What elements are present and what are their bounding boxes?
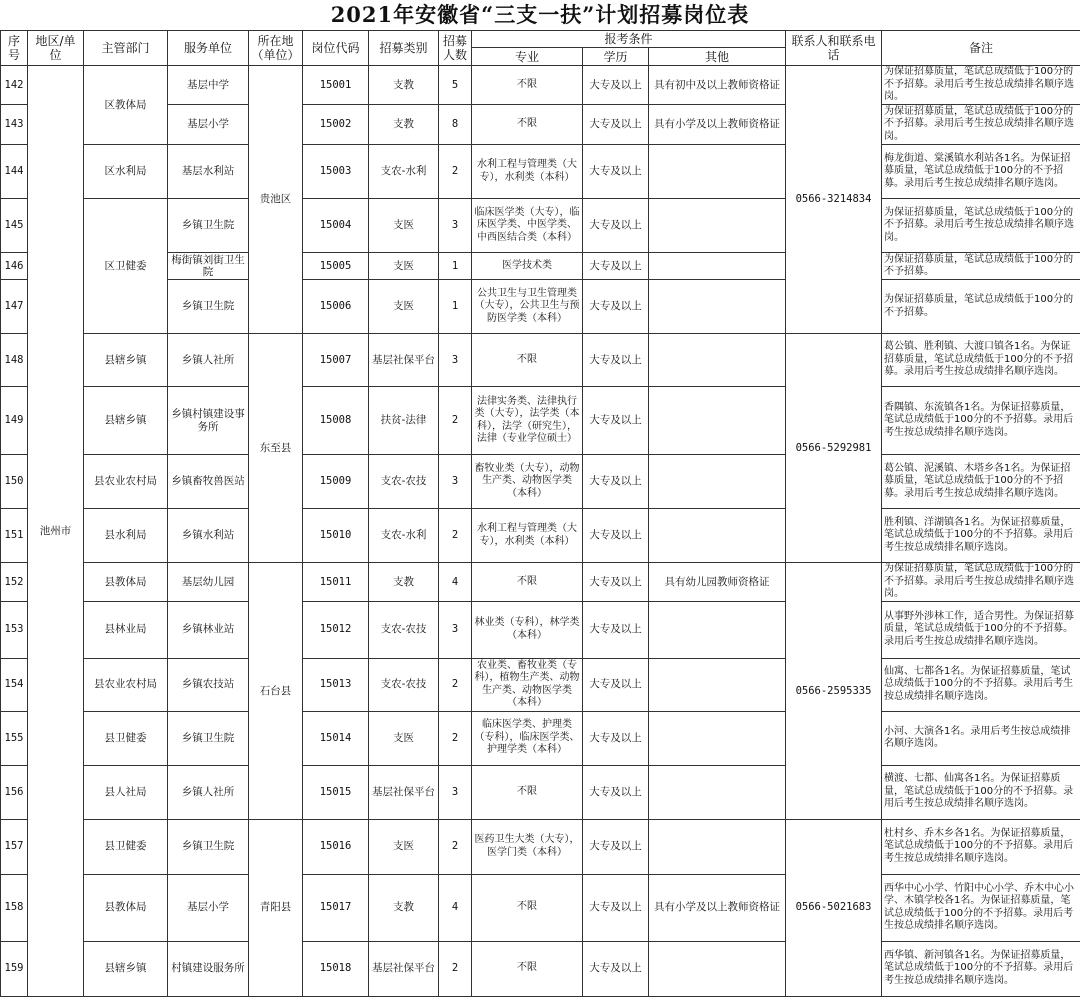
- recruitment-table: [0, 30, 1080, 997]
- unit-cell: 梅街镇刘街卫生院: [168, 253, 249, 280]
- other-cell: [649, 509, 786, 563]
- count-cell: 8: [439, 105, 472, 145]
- unit-cell: 基层小学: [168, 874, 249, 941]
- note-cell: 为保证招募质量，笔试总成绩低于100分的不予招募。: [882, 253, 1080, 280]
- header-count: 招募人数: [439, 31, 472, 66]
- category-cell: 支医: [369, 253, 439, 280]
- header-category: 招募类别: [369, 31, 439, 66]
- other-cell: [649, 765, 786, 819]
- note-cell: 西华中心小学、竹阳中心小学、乔木中心小学、木镇学校各1名。为保证招募质量，笔试总成绩低于100分的不予招募。录用后考生按总成绩排名顺序选岗。: [882, 874, 1080, 941]
- major-cell: 临床医学类、护理类（专科），临床医学类、护理学类（本科）: [472, 711, 583, 765]
- edu-cell: 大专及以上: [583, 387, 649, 455]
- other-cell: 具有初中及以上教师资格证: [649, 66, 786, 105]
- header-contact: 联系人和联系电话: [786, 31, 882, 66]
- major-cell: 林业类（专科），林学类（本科）: [472, 601, 583, 658]
- edu-cell: 大专及以上: [583, 105, 649, 145]
- note-cell: 胜利镇、洋湖镇各1名。为保证招募质量，笔试总成绩低于100分的不予招募。录用后考生按总成绩排名顺序选岗。: [882, 509, 1080, 563]
- unit-cell: 乡镇水利站: [168, 509, 249, 563]
- unit-cell: 乡镇卫生院: [168, 199, 249, 253]
- code-cell: 15004: [303, 199, 369, 253]
- note-cell: 香隅镇、东流镇各1名。为保证招募质量，笔试总成绩低于100分的不予招募。录用后考生按总成绩排名顺序选岗。: [882, 387, 1080, 455]
- code-cell: 15001: [303, 66, 369, 105]
- count-cell: 3: [439, 601, 472, 658]
- count-cell: 4: [439, 563, 472, 602]
- major-cell: 不限: [472, 765, 583, 819]
- table-row: [1, 874, 1080, 941]
- dept-cell: 县农业农村局: [84, 658, 168, 711]
- major-cell: 不限: [472, 563, 583, 602]
- header-conditions: 报考条件: [472, 31, 786, 48]
- note-cell: 葛公镇、胜利镇、大渡口镇各1名。为保证招募质量，笔试总成绩低于100分的不予招募。录用后考生按总成绩排名顺序选岗。: [882, 334, 1080, 387]
- category-cell: 支教: [369, 563, 439, 602]
- note-cell: 葛公镇、泥溪镇、木塔乡各1名。为保证招募质量，笔试总成绩低于100分的不予招募。录用后考生按总成绩排名顺序选岗。: [882, 455, 1080, 509]
- header-edu: 学历: [583, 48, 649, 66]
- code-cell: 15005: [303, 253, 369, 280]
- major-cell: 农业类、畜牧业类（专科），植物生产类、动物生产类、动物医学类（本科）: [472, 658, 583, 711]
- unit-cell: 基层小学: [168, 105, 249, 145]
- category-cell: 支农-农技: [369, 658, 439, 711]
- note-cell: 为保证招募质量，笔试总成绩低于100分的不予招募。录用后考生按总成绩排名顺序选岗。: [882, 66, 1080, 105]
- major-cell: 不限: [472, 66, 583, 105]
- count-cell: 2: [439, 509, 472, 563]
- category-cell: 支教: [369, 874, 439, 941]
- dept-cell: 县辖乡镇: [84, 334, 168, 387]
- header-location: 所在地（单位）: [249, 31, 303, 66]
- table-row: [1, 509, 1080, 563]
- seq-cell: 156: [1, 765, 28, 819]
- other-cell: [649, 455, 786, 509]
- note-cell: 西华镇、新河镇各1名。为保证招募质量，笔试总成绩低于100分的不予招募。录用后考生按总成绩排名顺序选岗。: [882, 941, 1080, 996]
- other-cell: [649, 658, 786, 711]
- major-cell: 公共卫生与卫生管理类（大专），公共卫生与预防医学类（本科）: [472, 280, 583, 334]
- code-cell: 15017: [303, 874, 369, 941]
- note-cell: 杜村乡、乔木乡各1名。为保证招募质量，笔试总成绩低于100分的不予招募。录用后考生按总成绩排名顺序选岗。: [882, 819, 1080, 874]
- note-cell: 为保证招募质量，笔试总成绩低于100分的不予招募。录用后考生按总成绩排名顺序选岗。: [882, 199, 1080, 253]
- contact-phone-cell: 0566-3214834: [786, 66, 882, 334]
- edu-cell: 大专及以上: [583, 199, 649, 253]
- note-cell: 仙寓、七都各1名。为保证招募质量，笔试总成绩低于100分的不予招募。录用后考生按总成绩排名顺序选岗。: [882, 658, 1080, 711]
- category-cell: 支医: [369, 711, 439, 765]
- table-row: [1, 765, 1080, 819]
- table-row: [1, 387, 1080, 455]
- major-cell: 水利工程与管理类（大专），水利类（本科）: [472, 145, 583, 199]
- unit-cell: 基层中学: [168, 66, 249, 105]
- other-cell: [649, 387, 786, 455]
- major-cell: 临床医学类（大专），临床医学类、中医学类、中西医结合类（本科）: [472, 199, 583, 253]
- seq-cell: 144: [1, 145, 28, 199]
- major-cell: 医药卫生大类（大专），医学门类（本科）: [472, 819, 583, 874]
- category-cell: 支医: [369, 819, 439, 874]
- contact-phone-cell: 0566-5292981: [786, 334, 882, 563]
- edu-cell: 大专及以上: [583, 941, 649, 996]
- other-cell: [649, 601, 786, 658]
- edu-cell: 大专及以上: [583, 563, 649, 602]
- dept-cell: 县辖乡镇: [84, 941, 168, 996]
- other-cell: [649, 253, 786, 280]
- code-cell: 15002: [303, 105, 369, 145]
- dept-cell: 县卫健委: [84, 819, 168, 874]
- category-cell: 支农-水利: [369, 509, 439, 563]
- seq-cell: 158: [1, 874, 28, 941]
- note-cell: 为保证招募质量，笔试总成绩低于100分的不予招募。: [882, 280, 1080, 334]
- seq-cell: 146: [1, 253, 28, 280]
- table-row: [1, 941, 1080, 996]
- dept-cell: 县卫健委: [84, 711, 168, 765]
- note-cell: 为保证招募质量，笔试总成绩低于100分的不予招募。录用后考生按总成绩排名顺序选岗。: [882, 105, 1080, 145]
- unit-cell: 乡镇农技站: [168, 658, 249, 711]
- major-cell: 法律实务类、法律执行类（大专），法学类（本科），法学（研究生），法律（专业学位硕士）: [472, 387, 583, 455]
- other-cell: [649, 941, 786, 996]
- major-cell: 不限: [472, 941, 583, 996]
- dept-cell: 区水利局: [84, 145, 168, 199]
- count-cell: 3: [439, 455, 472, 509]
- edu-cell: 大专及以上: [583, 509, 649, 563]
- header-other: 其他: [649, 48, 786, 66]
- other-cell: [649, 280, 786, 334]
- code-cell: 15014: [303, 711, 369, 765]
- category-cell: 基层社保平台: [369, 765, 439, 819]
- contact-phone-cell: 0566-5021683: [786, 819, 882, 996]
- dept-cell: 县教体局: [84, 563, 168, 602]
- header-unit: 服务单位: [168, 31, 249, 66]
- header-major: 专业: [472, 48, 583, 66]
- major-cell: 不限: [472, 334, 583, 387]
- edu-cell: 大专及以上: [583, 280, 649, 334]
- dept-cell: 县教体局: [84, 874, 168, 941]
- seq-cell: 153: [1, 601, 28, 658]
- category-cell: 支教: [369, 66, 439, 105]
- seq-cell: 157: [1, 819, 28, 874]
- dept-cell: 县林业局: [84, 601, 168, 658]
- other-cell: [649, 145, 786, 199]
- location-cell: 青阳县: [249, 819, 303, 996]
- count-cell: 3: [439, 199, 472, 253]
- unit-cell: 乡镇村镇建设事务所: [168, 387, 249, 455]
- category-cell: 扶贫-法律: [369, 387, 439, 455]
- other-cell: [649, 711, 786, 765]
- count-cell: 3: [439, 334, 472, 387]
- unit-cell: 乡镇卫生院: [168, 280, 249, 334]
- category-cell: 支医: [369, 280, 439, 334]
- table-row: [1, 455, 1080, 509]
- count-cell: 3: [439, 765, 472, 819]
- major-cell: 畜牧业类（大专），动物生产类、动物医学类（本科）: [472, 455, 583, 509]
- table-row: [1, 199, 1080, 253]
- seq-cell: 152: [1, 563, 28, 602]
- other-cell: 具有幼儿园教师资格证: [649, 563, 786, 602]
- code-cell: 15015: [303, 765, 369, 819]
- count-cell: 2: [439, 387, 472, 455]
- seq-cell: 143: [1, 105, 28, 145]
- table-row: [1, 711, 1080, 765]
- unit-cell: 基层幼儿园: [168, 563, 249, 602]
- seq-cell: 154: [1, 658, 28, 711]
- table-row: [1, 601, 1080, 658]
- header-seq: 序号: [1, 31, 28, 66]
- count-cell: 2: [439, 941, 472, 996]
- table-row: [1, 658, 1080, 711]
- code-cell: 15016: [303, 819, 369, 874]
- major-cell: 不限: [472, 874, 583, 941]
- edu-cell: 大专及以上: [583, 658, 649, 711]
- unit-cell: 乡镇畜牧兽医站: [168, 455, 249, 509]
- edu-cell: 大专及以上: [583, 765, 649, 819]
- edu-cell: 大专及以上: [583, 253, 649, 280]
- unit-cell: 乡镇人社所: [168, 334, 249, 387]
- code-cell: 15006: [303, 280, 369, 334]
- dept-cell: 县水利局: [84, 509, 168, 563]
- document-title: 2021年安徽省“三支一扶”计划招募岗位表: [330, 2, 750, 27]
- category-cell: 基层社保平台: [369, 334, 439, 387]
- count-cell: 5: [439, 66, 472, 105]
- unit-cell: 乡镇卫生院: [168, 819, 249, 874]
- seq-cell: 147: [1, 280, 28, 334]
- category-cell: 支教: [369, 105, 439, 145]
- note-cell: 小河、大演各1名。录用后考生按总成绩排名顺序选岗。: [882, 711, 1080, 765]
- table-row: [1, 145, 1080, 199]
- other-cell: [649, 199, 786, 253]
- code-cell: 15003: [303, 145, 369, 199]
- other-cell: 具有小学及以上教师资格证: [649, 874, 786, 941]
- unit-cell: 乡镇林业站: [168, 601, 249, 658]
- edu-cell: 大专及以上: [583, 874, 649, 941]
- count-cell: 4: [439, 874, 472, 941]
- category-cell: 支农-农技: [369, 601, 439, 658]
- category-cell: 支农-农技: [369, 455, 439, 509]
- seq-cell: 142: [1, 66, 28, 105]
- code-cell: 15007: [303, 334, 369, 387]
- table-row: [1, 334, 1080, 387]
- region-cell: 池州市: [28, 66, 84, 997]
- category-cell: 基层社保平台: [369, 941, 439, 996]
- other-cell: [649, 334, 786, 387]
- seq-cell: 145: [1, 199, 28, 253]
- count-cell: 1: [439, 253, 472, 280]
- category-cell: 支农-水利: [369, 145, 439, 199]
- unit-cell: 乡镇卫生院: [168, 711, 249, 765]
- dept-cell: 区卫健委: [84, 199, 168, 334]
- contact-phone-cell: 0566-2595335: [786, 563, 882, 820]
- edu-cell: 大专及以上: [583, 819, 649, 874]
- note-cell: 横渡、七都、仙寓各1名。为保证招募质量，笔试总成绩低于100分的不予招募。录用后考生按总成绩排名顺序选岗。: [882, 765, 1080, 819]
- table-body: [1, 66, 1080, 997]
- dept-cell: 县人社局: [84, 765, 168, 819]
- location-cell: 贵池区: [249, 66, 303, 334]
- header-region: 地区/单位: [28, 31, 84, 66]
- seq-cell: 159: [1, 941, 28, 996]
- code-cell: 15012: [303, 601, 369, 658]
- table-row: [1, 563, 1080, 602]
- other-cell: [649, 819, 786, 874]
- seq-cell: 150: [1, 455, 28, 509]
- major-cell: 医学技术类: [472, 253, 583, 280]
- edu-cell: 大专及以上: [583, 66, 649, 105]
- edu-cell: 大专及以上: [583, 601, 649, 658]
- seq-cell: 155: [1, 711, 28, 765]
- code-cell: 15010: [303, 509, 369, 563]
- note-cell: 为保证招募质量，笔试总成绩低于100分的不予招募。录用后考生按总成绩排名顺序选岗。: [882, 563, 1080, 602]
- note-cell: 从事野外涉林工作，适合男性。为保证招募质量，笔试总成绩低于100分的不予招募。录用后考生按总成绩排名顺序选岗。: [882, 601, 1080, 658]
- seq-cell: 149: [1, 387, 28, 455]
- unit-cell: 乡镇人社所: [168, 765, 249, 819]
- category-cell: 支医: [369, 199, 439, 253]
- edu-cell: 大专及以上: [583, 145, 649, 199]
- count-cell: 2: [439, 658, 472, 711]
- note-cell: 梅龙街道、棠溪镇水利站各1名。为保证招募质量，笔试总成绩低于100分的不予招募。录用后考生按总成绩排名顺序选岗。: [882, 145, 1080, 199]
- table-row: [1, 66, 1080, 105]
- major-cell: 水利工程与管理类（大专），水利类（本科）: [472, 509, 583, 563]
- edu-cell: 大专及以上: [583, 334, 649, 387]
- count-cell: 2: [439, 819, 472, 874]
- seq-cell: 148: [1, 334, 28, 387]
- other-cell: 具有小学及以上教师资格证: [649, 105, 786, 145]
- location-cell: 石台县: [249, 563, 303, 820]
- dept-cell: 县辖乡镇: [84, 387, 168, 455]
- count-cell: 2: [439, 145, 472, 199]
- seq-cell: 151: [1, 509, 28, 563]
- table-row: [1, 819, 1080, 874]
- dept-cell: 县农业农村局: [84, 455, 168, 509]
- code-cell: 15009: [303, 455, 369, 509]
- unit-cell: 基层水利站: [168, 145, 249, 199]
- count-cell: 2: [439, 711, 472, 765]
- header-note: 备注: [882, 31, 1080, 66]
- edu-cell: 大专及以上: [583, 455, 649, 509]
- edu-cell: 大专及以上: [583, 711, 649, 765]
- code-cell: 15013: [303, 658, 369, 711]
- code-cell: 15011: [303, 563, 369, 602]
- count-cell: 1: [439, 280, 472, 334]
- major-cell: 不限: [472, 105, 583, 145]
- code-cell: 15018: [303, 941, 369, 996]
- header-dept: 主管部门: [84, 31, 168, 66]
- dept-cell: 区教体局: [84, 66, 168, 145]
- unit-cell: 村镇建设服务所: [168, 941, 249, 996]
- header-code: 岗位代码: [303, 31, 369, 66]
- code-cell: 15008: [303, 387, 369, 455]
- location-cell: 东至县: [249, 334, 303, 563]
